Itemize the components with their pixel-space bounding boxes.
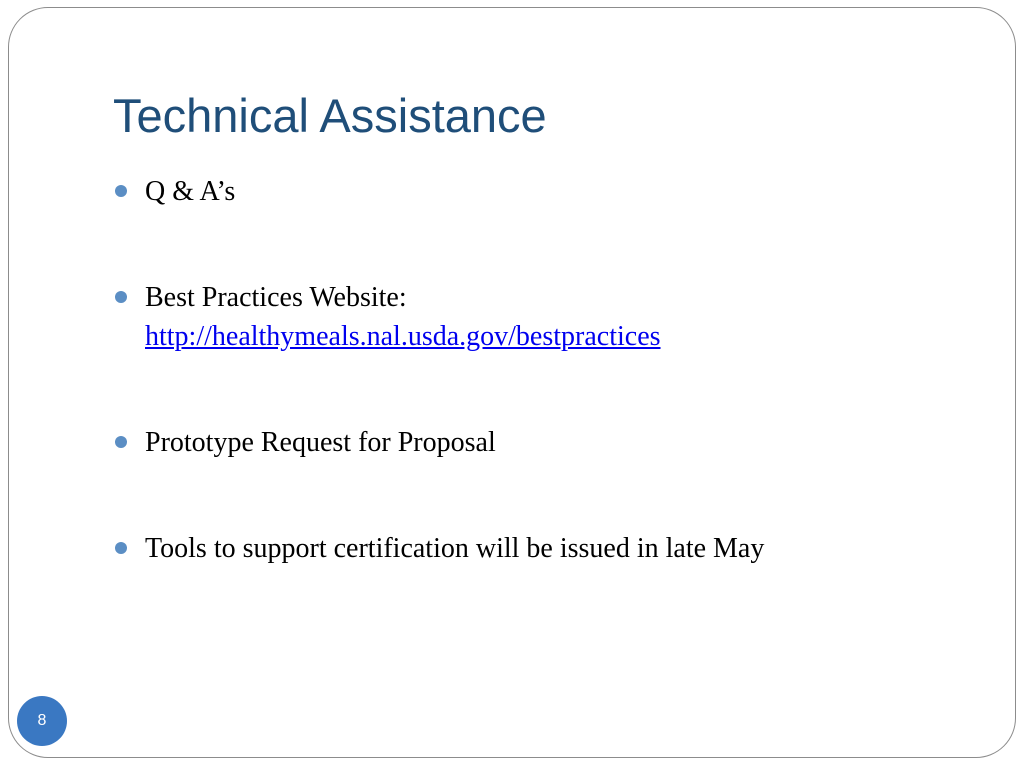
bullet-dot-icon bbox=[115, 291, 127, 303]
bullet-text: Prototype Request for Proposal bbox=[145, 427, 496, 458]
bullet-item-tools bbox=[115, 529, 975, 568]
page-number-badge: 8 bbox=[17, 696, 67, 746]
best-practices-link[interactable]: http://healthymeals.nal.usda.gov/bestpractices bbox=[145, 321, 661, 352]
bullet-text: Best Practices Website: bbox=[145, 282, 407, 313]
bullet-list bbox=[115, 172, 975, 568]
bullet-dot-icon bbox=[115, 542, 127, 554]
bullet-dot-icon bbox=[115, 185, 127, 197]
bullet-item-qa bbox=[115, 172, 975, 211]
bullet-text: Tools to support certification will be issued in late May bbox=[145, 533, 765, 564]
bullet-item-best-practices bbox=[115, 278, 975, 356]
bullet-dot-icon bbox=[115, 436, 127, 448]
bullet-item-prototype-rfp bbox=[115, 423, 975, 462]
slide-title: Technical Assistance bbox=[113, 89, 547, 142]
bullet-text: Q & A’s bbox=[145, 176, 236, 207]
